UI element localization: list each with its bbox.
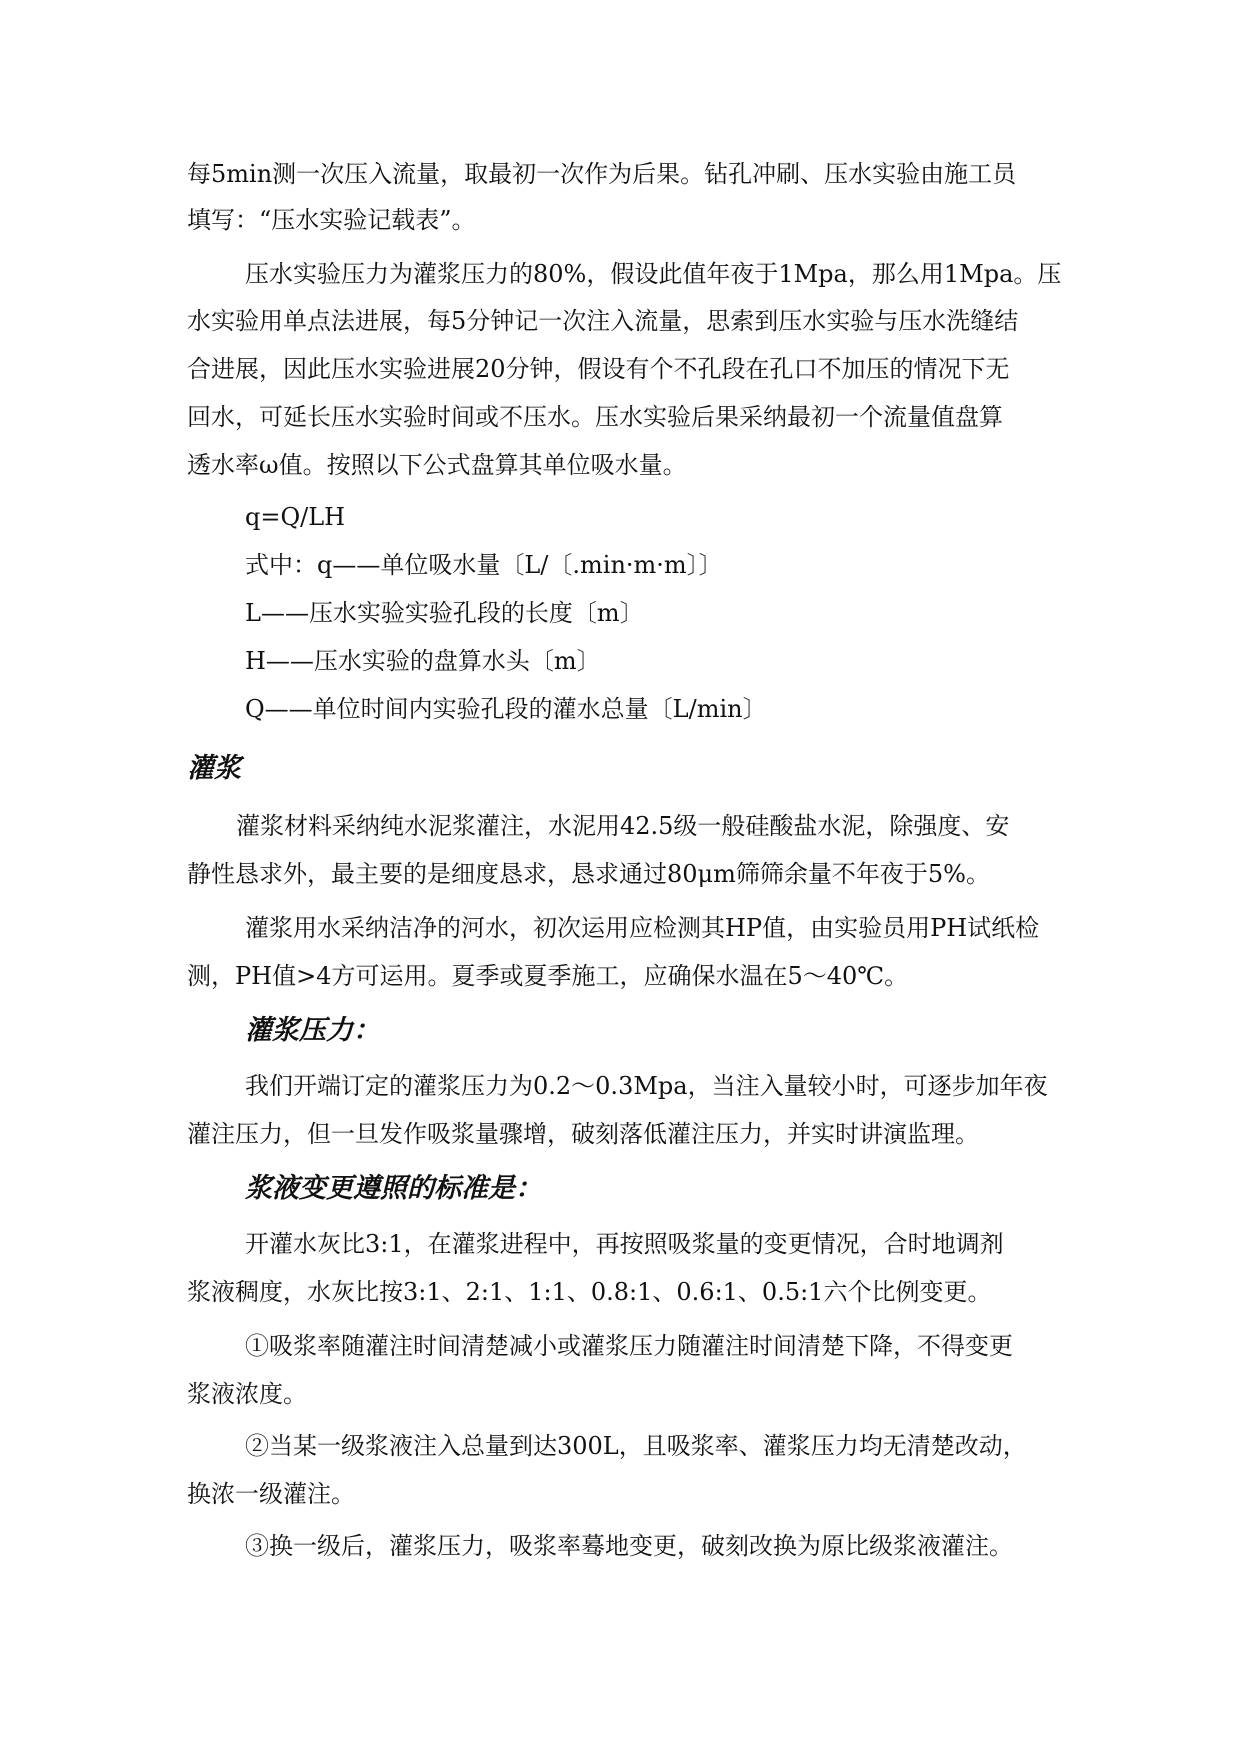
paragraph-line: 压水实验压力为灌浆压力的80%，假设此值年夜于1Mpa，那么用1Mpa。压: [245, 260, 1062, 288]
formula-line: Q——单位时间内实验孔段的灌水总量〔L/min〕: [245, 695, 767, 723]
paragraph-line: 开灌水灰比3:1，在灌浆进程中，再按照吸浆量的变更情况，合时地调剂: [245, 1230, 1004, 1258]
paragraph-line: 回水，可延长压水实验时间或不压水。压水实验后果采纳最初一个流量值盘算: [187, 403, 1003, 431]
formula-line: L——压水实验实验孔段的长度〔m〕: [245, 599, 644, 627]
paragraph-line: 灌注压力，但一旦发作吸浆量骤增，破刻落低灌注压力，并实时讲演监理。: [187, 1120, 979, 1148]
paragraph-line: 静性恳求外，最主要的是细度恳求，恳求通过80μm筛筛余量不年夜于5%。: [187, 860, 990, 888]
paragraph-line: 水实验用单点法进展，每5分钟记一次注入流量，思索到压水实验与压水洗缝结: [187, 307, 1019, 335]
list-item-line: 换浓一级灌注。: [187, 1480, 355, 1508]
formula-line: 式中：q——单位吸水量〔L/〔.min·m·m〕〕: [245, 551, 723, 579]
paragraph-line: 透水率ω值。按照以下公式盘算其单位吸水量。: [187, 451, 687, 479]
formula-line: H——压水实验的盘算水头〔m〕: [245, 647, 601, 675]
paragraph-line: 测，PH值>4方可运用。夏季或夏季施工，应确保水温在5～40℃。: [187, 962, 909, 990]
paragraph-line: 灌浆材料采纳纯水泥浆灌注，水泥用42.5级一般硅酸盐水泥，除强度、安: [236, 812, 1010, 840]
subsection-heading: 浆液变更遵照的标准是：: [245, 1173, 542, 1204]
list-item-line: ①吸浆率随灌注时间清楚减小或灌浆压力随灌注时间清楚下降，不得变更: [245, 1332, 1013, 1360]
list-item-line: 浆液浓度。: [187, 1380, 307, 1408]
subsection-heading: 灌浆压力：: [245, 1015, 380, 1046]
list-item-line: ②当某一级浆液注入总量到达300L，且吸浆率、灌浆压力均无清楚改动，: [245, 1432, 1027, 1460]
paragraph-line: 我们开端订定的灌浆压力为0.2～0.3Mpa，当注入量较小时，可逐步加年夜: [245, 1072, 1048, 1100]
paragraph-line: 每5min测一次压入流量，取最初一次作为后果。钻孔冲刷、压水实验由施工员: [187, 160, 1017, 188]
formula-line: q=Q/LH: [245, 503, 346, 531]
paragraph-line: 填写：“压水实验记载表”。: [187, 206, 476, 234]
list-item-line: ③换一级后，灌浆压力，吸浆率蓦地变更，破刻改换为原比级浆液灌注。: [245, 1532, 1013, 1560]
paragraph-line: 浆液稠度，水灰比按3:1、2:1、1:1、0.8:1、0.6:1、0.5:1六个比例变更。: [187, 1278, 992, 1306]
paragraph-line: 合进展，因此压水实验进展20分钟，假设有个不孔段在孔口不加压的情况下无: [187, 355, 1010, 383]
paragraph-line: 灌浆用水采纳洁净的河水，初次运用应检测其HP值，由实验员用PH试纸检: [245, 914, 1040, 942]
section-heading: 灌浆: [187, 753, 241, 784]
